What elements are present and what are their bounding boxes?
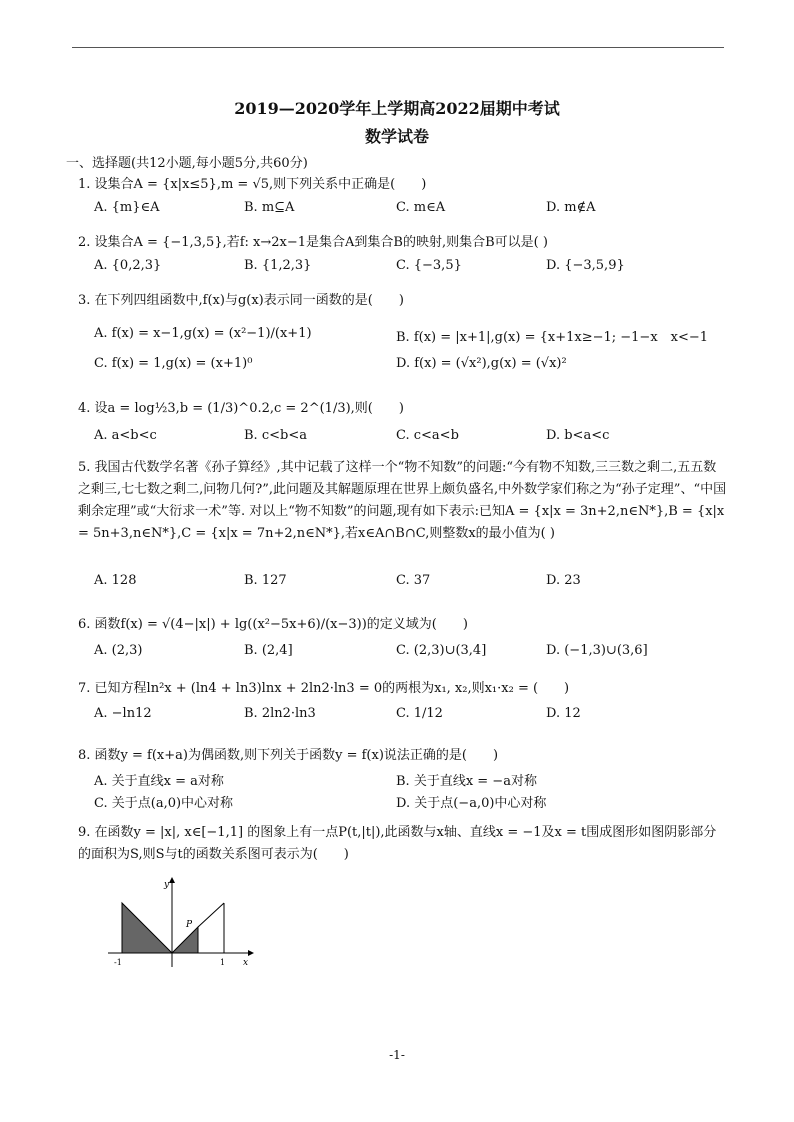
question-2-option-d: D. {−3,5,9} xyxy=(546,258,625,273)
header-rule xyxy=(72,47,724,48)
question-6-option-b: B. (2,4] xyxy=(244,643,293,658)
figure-x-label: x xyxy=(243,958,249,968)
question-5-option-d: D. 23 xyxy=(546,573,581,588)
question-4-option-b: B. c<b<a xyxy=(244,428,307,443)
question-9-stem: 9. 在函数y = |x|, x∈[−1,1] 的图象上有一点P(t,|t|),此函数与x轴、直线x = −1及x = t围成图形如图阴影部分的面积为S,则S与t的函数关系图可表示为( ) xyxy=(78,825,717,862)
question-7-stem: 7. 已知方程ln²x + (ln4 + ln3)lnx + 2ln2·ln3 = 0的两根为x₁, x₂,则x₁·x₂ = ( ) xyxy=(78,681,570,696)
question-7-option-a: A. −ln12 xyxy=(94,706,152,721)
question-9-figure xyxy=(100,875,260,970)
question-7-option-b: B. 2ln2·ln3 xyxy=(244,706,316,721)
exam-subtitle: 数学试卷 xyxy=(364,127,429,146)
question-3-option-c: C. f(x) = 1,g(x) = (x+1)⁰ xyxy=(94,356,253,371)
question-3-stem: 3. 在下列四组函数中,f(x)与g(x)表示同一函数的是( ) xyxy=(78,293,404,308)
question-8-option-c: C. 关于点(a,0)中心对称 xyxy=(94,796,234,811)
section-heading: 一、选择题(共12小题,每小题5分,共60分) xyxy=(66,156,308,171)
question-2-option-a: A. {0,2,3} xyxy=(94,258,162,273)
question-7-option-d: D. 12 xyxy=(546,706,581,721)
question-2-option-c: C. {−3,5} xyxy=(396,258,462,273)
question-2-option-b: B. {1,2,3} xyxy=(244,258,312,273)
question-5-option-a: A. 128 xyxy=(94,573,137,588)
question-8-option-a: A. 关于直线x = a对称 xyxy=(94,774,224,789)
question-8-option-d: D. 关于点(−a,0)中心对称 xyxy=(396,796,547,811)
figure-tick-left: -1 xyxy=(114,958,122,967)
question-1-option-a: A. {m}∈A xyxy=(94,200,160,215)
figure-point-label: P xyxy=(186,920,193,930)
question-7-option-c: C. 1/12 xyxy=(396,706,443,721)
question-5-option-b: B. 127 xyxy=(244,573,287,588)
question-1-option-c: C. m∈A xyxy=(396,200,446,215)
question-1-stem: 1. 设集合A = {x|x≤5},m = √5,则下列关系中正确是( ) xyxy=(78,177,427,192)
question-4-option-d: D. b<a<c xyxy=(546,428,610,443)
exam-title: 2019—2020学年上学期高2022届期中考试 xyxy=(234,99,560,118)
question-4-option-c: C. c<a<b xyxy=(396,428,459,443)
question-1-option-b: B. m⊆A xyxy=(244,200,295,215)
question-6-option-d: D. (−1,3)∪(3,6] xyxy=(546,643,648,658)
question-6-option-a: A. (2,3) xyxy=(94,643,143,658)
question-8-option-b: B. 关于直线x = −a对称 xyxy=(396,774,537,789)
question-6-option-c: C. (2,3)∪(3,4] xyxy=(396,643,487,658)
question-4-stem: 4. 设a = log½3,b = (1/3)^0.2,c = 2^(1/3),则( ) xyxy=(78,401,404,416)
page-number: -1- xyxy=(389,1048,405,1062)
question-5-stem: 5. 我国古代数学名著《孙子算经》,其中记载了这样一个“物不知数”的问题:“今有物不知数,三三数之剩二,五五数之剩三,七七数之剩二,问物几何?”,此问题及其解题原理在世界上颇负盛名,中外数学家们称之为“孙子定理”、“中国剩余定理”或“大衍求一术”等. 对以上“物不知数”的问题,现有如下表示:已知A = {x|x = 3n+2,n∈N*},B = {x|x = 5n+3,n∈N*},C = {x|x = 7n+2,n∈N*},若x∈A∩B∩C,则整数x的最小值为( ) xyxy=(78,460,727,541)
question-1-option-d: D. m∉A xyxy=(546,200,596,215)
figure-y-label: y xyxy=(164,880,170,890)
figure-tick-right: 1 xyxy=(220,958,226,967)
question-3-option-b: B. f(x) = |x+1|,g(x) = {x+1x≥−1; −1−x x<−1 xyxy=(396,330,709,345)
question-6-stem: 6. 函数f(x) = √(4−|x|) + lg((x²−5x+6)/(x−3))的定义域为( ) xyxy=(78,617,468,632)
question-3-option-d: D. f(x) = (√x²),g(x) = (√x)² xyxy=(396,356,567,371)
question-8-stem: 8. 函数y = f(x+a)为偶函数,则下列关于函数y = f(x)说法正确的是( ) xyxy=(78,748,499,763)
question-5-option-c: C. 37 xyxy=(396,573,431,588)
question-2-stem: 2. 设集合A = {−1,3,5},若f: x→2x−1是集合A到集合B的映射,则集合B可以是( ) xyxy=(78,235,548,250)
question-4-option-a: A. a<b<c xyxy=(94,428,157,443)
question-3-option-a: A. f(x) = x−1,g(x) = (x²−1)/(x+1) xyxy=(94,326,312,341)
